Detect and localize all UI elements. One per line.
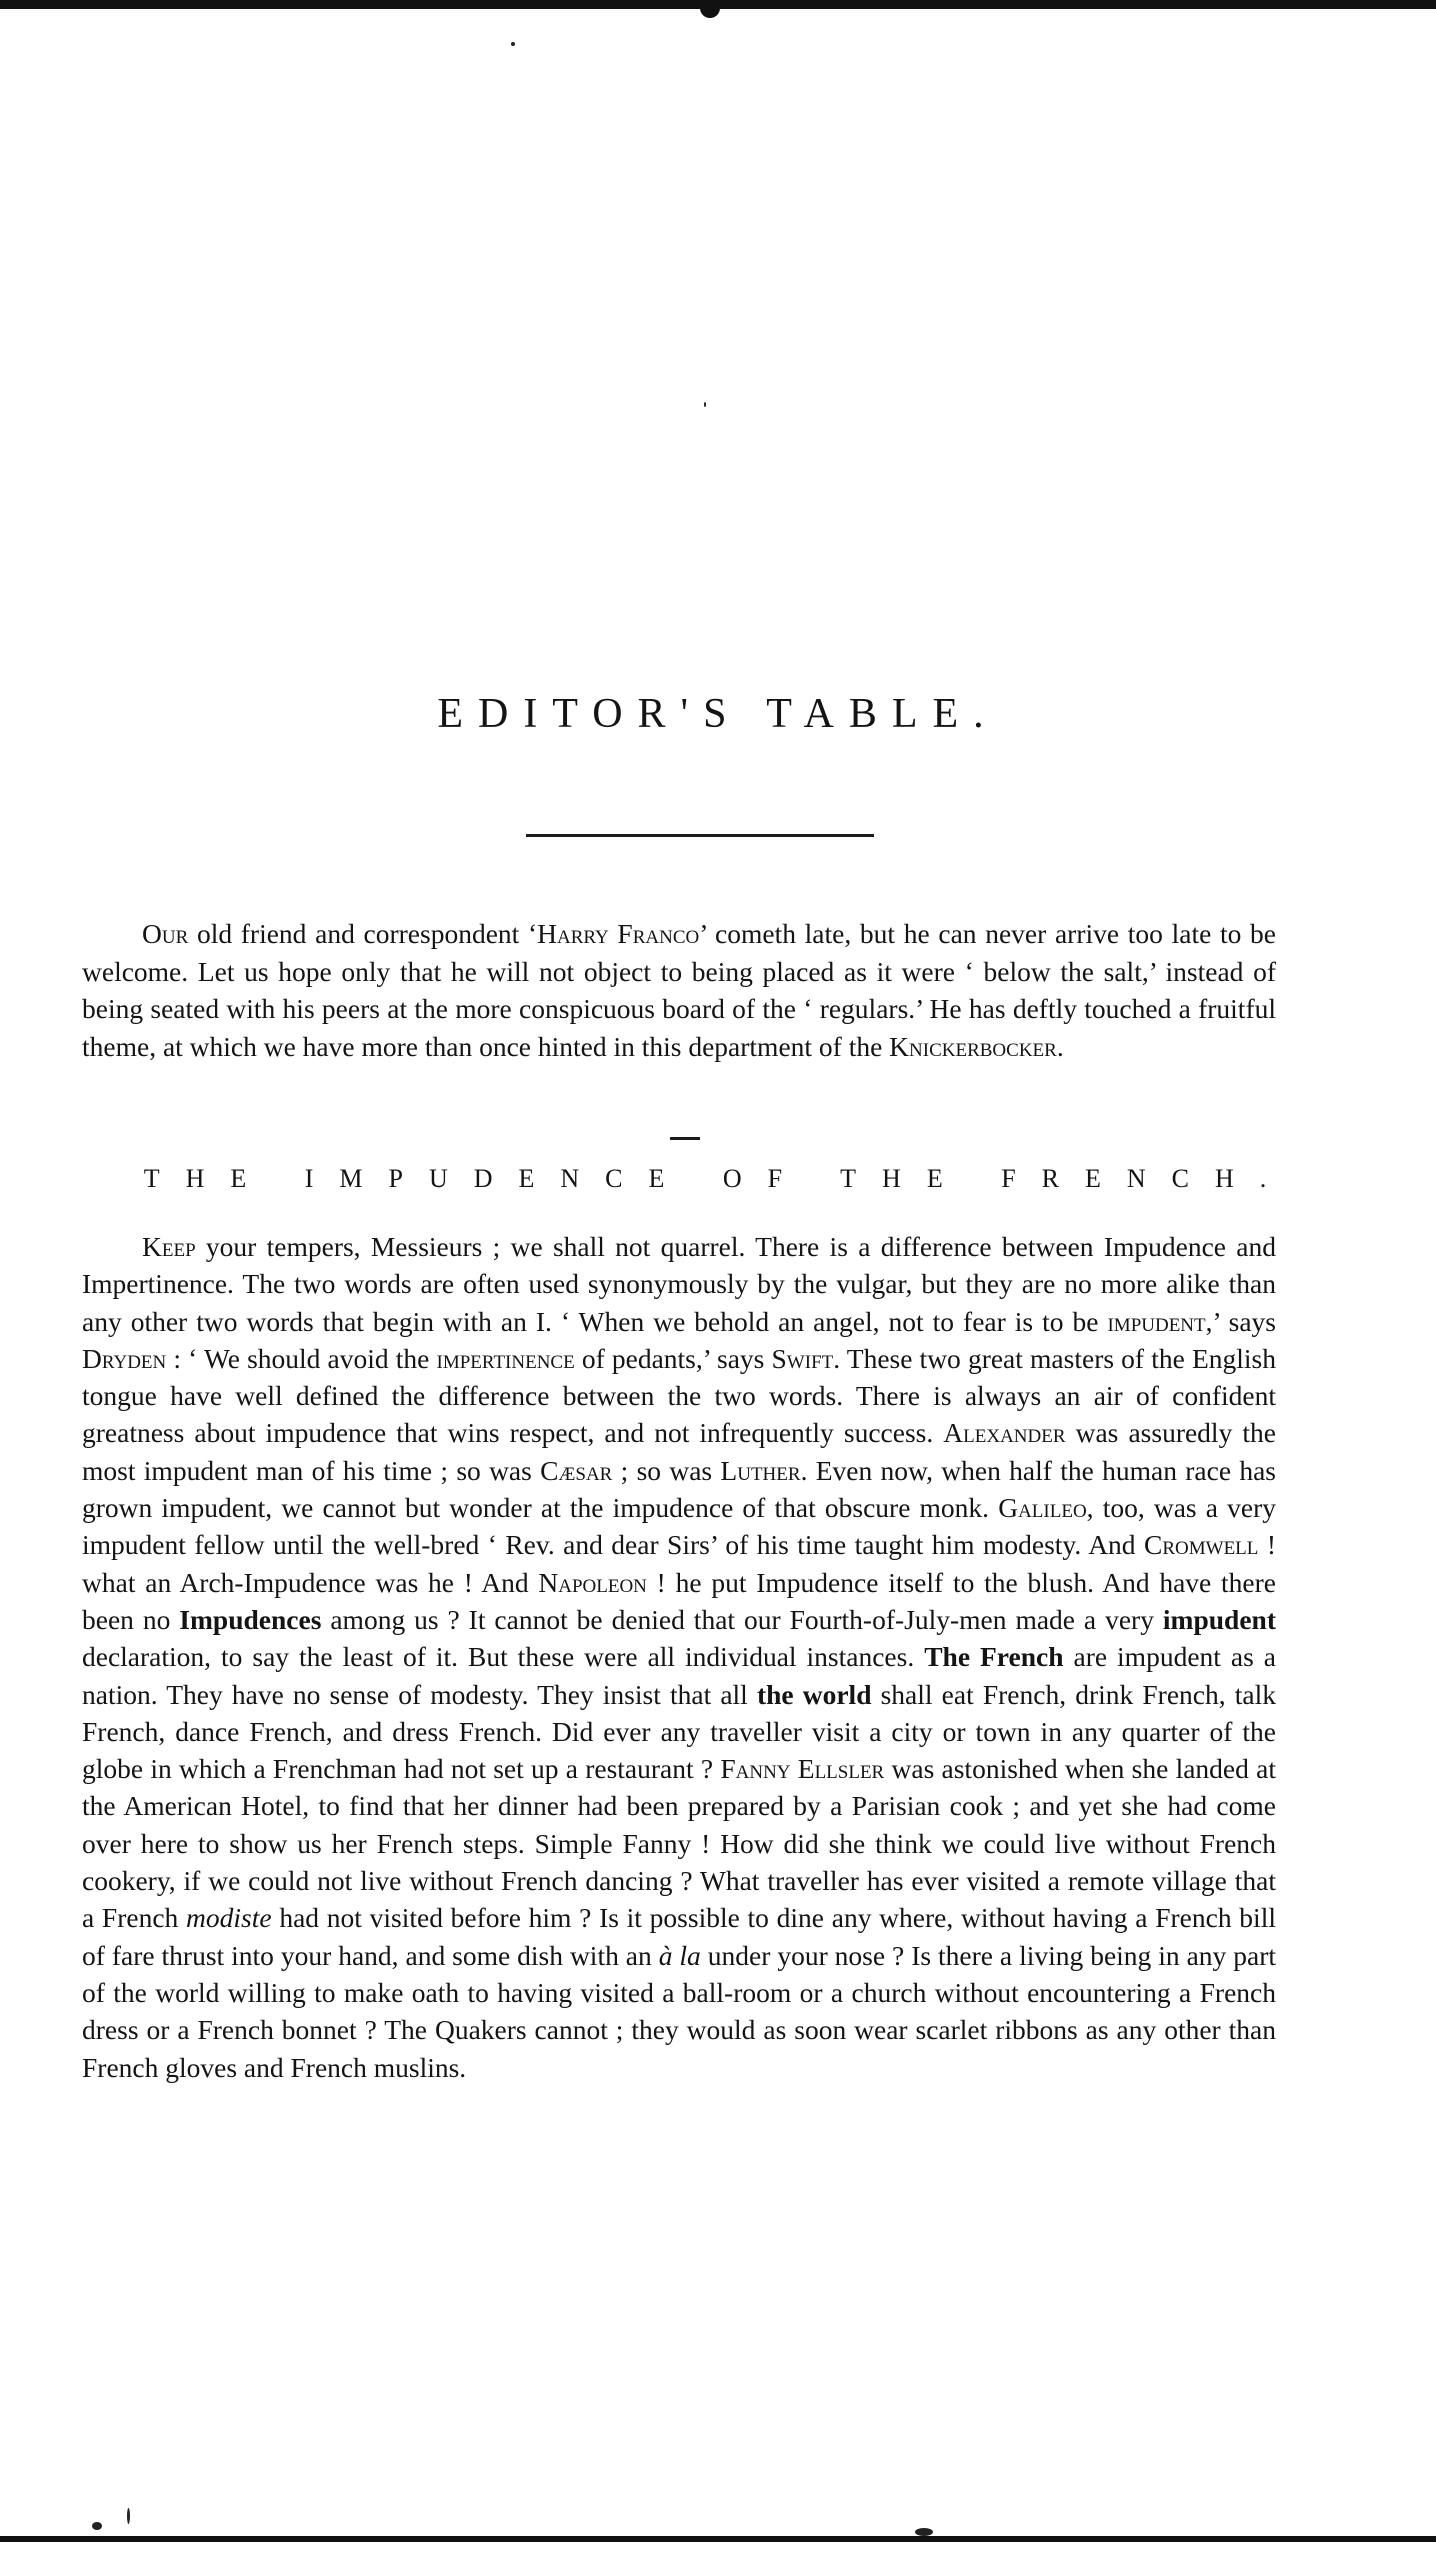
- text-run: old friend and correspondent ‘: [188, 918, 538, 949]
- small-caps-name: Cromwell: [1144, 1529, 1259, 1561]
- bold-text: impudent: [1162, 1603, 1276, 1635]
- small-caps-name: Alexander: [943, 1417, 1066, 1449]
- bold-text: Impudences: [179, 1603, 322, 1635]
- text-run: ’ cometh late, but he can never arrive too late to be welcome. Let us hope only that he will not object to being placed as it were ‘ below the salt,’ instead of being seated with his peers at the more conspicuous board of the ‘ regulars.’ He has deftly touched a fruitful theme, at which we have more than once hinted in this department of the: [82, 918, 1277, 1062]
- intro-text: [82, 915, 1276, 1065]
- italic-text: à la: [658, 1939, 701, 1971]
- small-caps-name: Cæsar: [540, 1454, 613, 1486]
- text-run: was astonished when she landed at the American Hotel, to find that her dinner had been prepared by a Parisian cook ; and yet she had come over here to show us her French steps. Simple Fanny ! How did she think we could live without French cookery, if we could not live without French dancing ? What traveller has ever visited a remote village that a French: [82, 1753, 1276, 1934]
- text-run: ! what an Arch-Impudence was he ! And: [82, 1529, 1276, 1598]
- text-run: are impudent as a nation. They have no sense of modesty. They insist that all: [82, 1641, 1276, 1710]
- text-run: ! he put Impudence itself to the blush. And have there been no: [82, 1566, 1277, 1635]
- ink-speck: [915, 2528, 933, 2536]
- text-run: declaration, to say the least of it. But these were all individual instances.: [82, 1641, 925, 1673]
- small-caps-name: Keep: [142, 1231, 196, 1262]
- italic-text: modiste: [186, 1902, 272, 1934]
- small-caps-name: Galileo: [998, 1492, 1087, 1524]
- small-caps-name: Napoleon: [538, 1566, 647, 1598]
- text-run: was assuredly the most impudent man of his time ; so was: [82, 1417, 1276, 1486]
- small-caps-name: Knickerbocker: [889, 1030, 1057, 1062]
- small-caps-name: Swift: [771, 1342, 834, 1374]
- intro-paragraph: [82, 915, 1276, 1065]
- text-run: ; so was: [612, 1454, 721, 1486]
- small-caps-name: impudent: [1107, 1305, 1206, 1337]
- small-caps-name: Harry Franco: [537, 918, 700, 949]
- text-run: under your nose ? Is there a living being in any part of the world willing to make oath to having visited a ball-room or a church without encountering a French dress or a French bonnet ? The Quakers cannot ; they would as soon wear scarlet ribbons as any other than French gloves and French muslins.: [82, 1939, 1276, 2083]
- text-run: among us ? It cannot be denied that our Fourth-of-July-men made a very: [321, 1603, 1163, 1635]
- article-body: [82, 1228, 1276, 2086]
- text-run: . These two great masters of the English tongue have well defined the difference between the two words. There is always an air of confident greatness about impudence that wins respect, and not infrequently success.: [82, 1342, 1276, 1449]
- text-run: ,’ says: [1205, 1305, 1276, 1337]
- ink-speck: [92, 2522, 102, 2530]
- top-ink-mark: [700, 4, 720, 18]
- article-paragraph: [82, 1228, 1276, 2086]
- ink-speck: [511, 42, 515, 46]
- bold-text: the world: [756, 1678, 872, 1710]
- small-caps-name: Dryden: [82, 1342, 167, 1374]
- ink-speck: [127, 2508, 130, 2524]
- small-caps-name: impertinence: [436, 1342, 575, 1374]
- text-run: your tempers, Messieurs ; we shall not quarrel. There is a difference between Impudence and Impertinence. The two words are often used synonymously by the vulgar, but they are no more alike than any other two words that begin with an I. ‘ When we behold an angel, not to fear is to be: [82, 1231, 1276, 1337]
- text-run: had not visited before him ? Is it possible to dine any where, without having a French bill of fare thrust into your hand, and some dish with an: [82, 1902, 1276, 1971]
- section-divider: [670, 1137, 700, 1140]
- small-caps-name: Fanny Ellsler: [720, 1753, 885, 1785]
- ink-speck: [704, 402, 706, 407]
- bold-text: The French: [924, 1641, 1064, 1673]
- text-run: shall eat French, drink French, talk French, dance French, and dress French. Did ever any traveller visit a city or town in any quarter of the globe in which a Frenchman had not set up a restaurant ?: [82, 1678, 1276, 1785]
- article-title: THE IMPUDENCE OF THE FRENCH.: [143, 1164, 1293, 1193]
- title-rule: [526, 834, 874, 837]
- small-caps-name: Our: [142, 918, 189, 949]
- page-title: EDITOR'S TABLE.: [437, 691, 999, 737]
- small-caps-name: Luther: [720, 1454, 801, 1486]
- text-run: of pedants,’ says: [574, 1342, 772, 1374]
- text-run: .: [1056, 1030, 1064, 1062]
- text-run: , too, was a very impudent fellow until the well-bred ‘ Rev. and dear Sirs’ of his time taught him modesty. And: [82, 1492, 1276, 1561]
- text-run: : ‘ We should avoid the: [166, 1342, 437, 1374]
- bottom-page-edge: [0, 2536, 1436, 2542]
- text-run: . Even now, when half the human race has grown impudent, we cannot but wonder at the impudence of that obscure monk.: [82, 1454, 1276, 1524]
